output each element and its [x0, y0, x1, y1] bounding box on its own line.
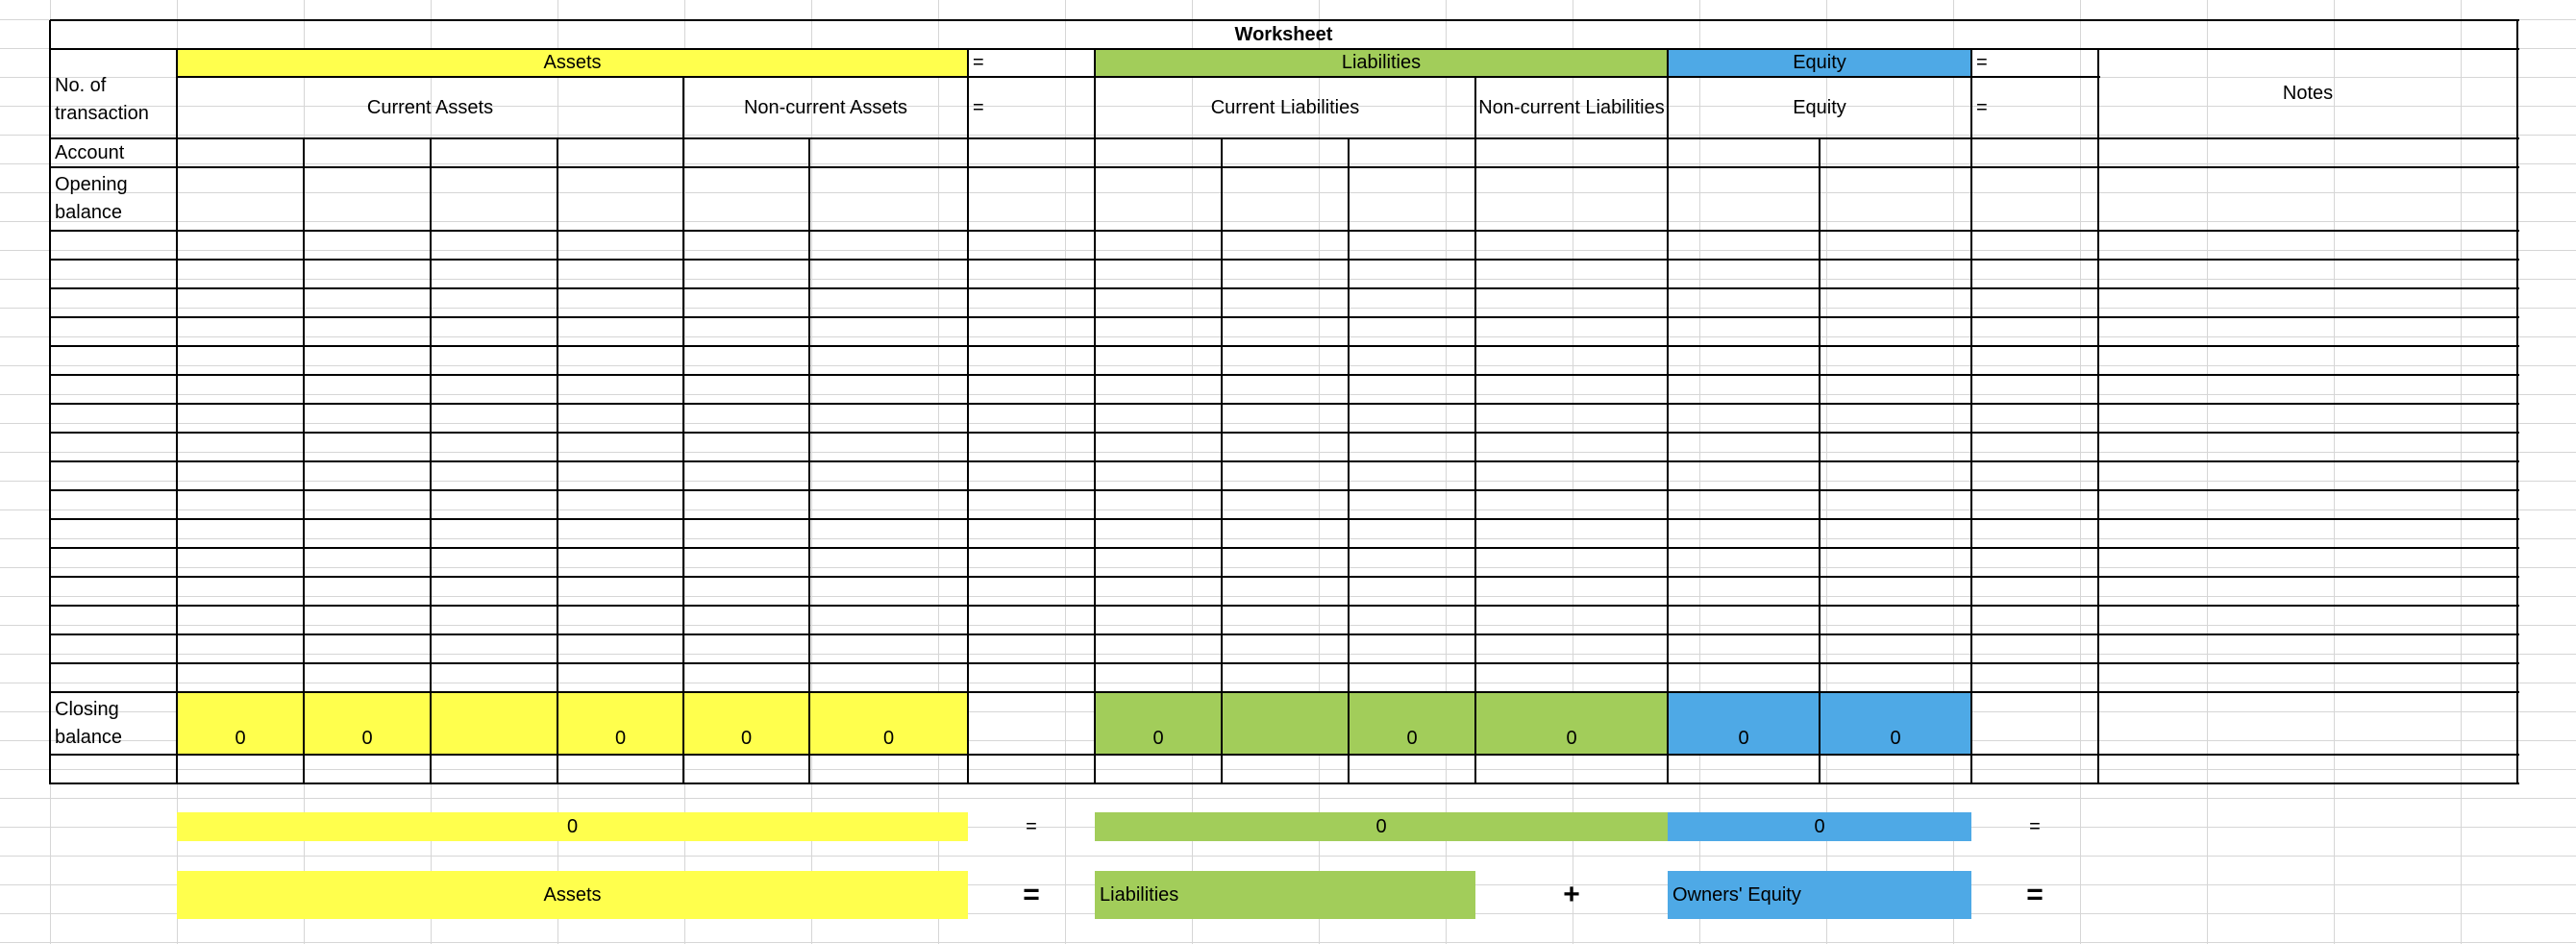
border-line — [50, 633, 2519, 635]
border-line — [967, 49, 969, 784]
closing-value-cell[interactable]: 0 — [1738, 728, 1749, 749]
border-line — [50, 403, 2519, 405]
border-line — [1474, 77, 1476, 784]
closing-value-cell[interactable]: 0 — [361, 728, 373, 749]
assets-legend[interactable]: Assets — [177, 871, 968, 919]
border-line — [50, 166, 2519, 168]
closing-value-cell[interactable] — [2098, 692, 2517, 755]
border-line — [50, 576, 2519, 578]
border-line — [176, 49, 178, 784]
non-current-assets-header[interactable]: Non-current Assets — [743, 96, 908, 118]
liabilities-legend[interactable]: Liabilities — [1095, 871, 1475, 919]
equity-header[interactable]: Equity — [1668, 49, 1971, 77]
account-row-label[interactable]: Account — [55, 141, 125, 163]
legend-equals[interactable]: = — [1023, 879, 1040, 911]
closing-balance-label[interactable]: Closing balance — [55, 698, 123, 748]
border-line — [50, 460, 2519, 462]
equity-subheader[interactable]: Equity — [1793, 96, 1846, 118]
border-line — [1348, 138, 1350, 784]
liabilities-total[interactable]: 0 — [1095, 812, 1668, 841]
closing-value-cell[interactable]: 0 — [235, 728, 246, 749]
assets-header[interactable]: Assets — [177, 49, 968, 77]
equals-header-2[interactable]: = — [1976, 52, 1988, 73]
border-line — [1819, 138, 1821, 784]
equals-subheader-2[interactable]: = — [1976, 96, 1988, 118]
assets-total[interactable]: 0 — [177, 812, 968, 841]
border-line — [430, 138, 432, 784]
border-line — [50, 691, 2519, 693]
current-liabilities-header[interactable]: Current Liabilities — [1210, 96, 1360, 118]
closing-value-cell[interactable]: 0 — [614, 728, 627, 749]
border-line — [50, 518, 2519, 520]
closing-value-cell[interactable]: 0 — [1890, 728, 1901, 749]
notes-header[interactable]: Notes — [2282, 83, 2334, 104]
legend-equals-2[interactable]: = — [2026, 879, 2043, 911]
closing-value-cell[interactable] — [1222, 692, 1349, 755]
border-line — [50, 345, 2519, 347]
legend-plus[interactable]: + — [1563, 879, 1580, 911]
border-line — [50, 783, 2519, 784]
no-of-transaction-header[interactable]: No. of transaction — [55, 74, 149, 124]
closing-value-cell[interactable] — [1971, 692, 2098, 755]
border-line — [50, 754, 2519, 756]
closing-value-cell[interactable]: 0 — [882, 728, 895, 749]
border-line — [50, 374, 2519, 376]
border-line — [177, 76, 2100, 78]
totals-equals-2[interactable]: = — [2029, 815, 2041, 837]
border-line — [1667, 49, 1669, 784]
equity-total[interactable]: 0 — [1668, 812, 1971, 841]
border-line — [557, 138, 558, 784]
border-line — [2516, 20, 2518, 784]
border-line — [50, 287, 2519, 289]
border-line — [50, 259, 2519, 261]
totals-equals-1[interactable]: = — [1026, 815, 1037, 837]
worksheet-title: Worksheet — [1234, 23, 1333, 45]
closing-value-cell[interactable]: 0 — [740, 728, 753, 749]
non-current-liabilities-header[interactable]: Non-current Liabilities — [1478, 96, 1665, 118]
border-line — [50, 48, 2519, 50]
current-assets-header[interactable]: Current Assets — [366, 96, 494, 118]
closing-value-cell[interactable]: 0 — [1406, 728, 1418, 749]
border-line — [50, 316, 2519, 318]
border-line — [1221, 138, 1223, 784]
border-line — [50, 230, 2519, 232]
closing-value-cell[interactable]: 0 — [1566, 728, 1577, 749]
closing-value-cell[interactable] — [968, 692, 1095, 755]
border-line — [50, 489, 2519, 491]
border-line — [50, 547, 2519, 549]
border-line — [50, 19, 2519, 21]
border-line — [50, 605, 2519, 607]
closing-value-cell[interactable]: 0 — [1152, 728, 1164, 749]
opening-balance-label[interactable]: Opening balance — [55, 174, 128, 223]
border-line — [2097, 49, 2099, 784]
equals-header-1[interactable]: = — [973, 52, 984, 73]
border-line — [808, 138, 810, 784]
closing-value-cell[interactable] — [431, 692, 557, 755]
border-line — [303, 138, 305, 784]
border-line — [50, 432, 2519, 434]
liabilities-header[interactable]: Liabilities — [1095, 49, 1668, 77]
border-line — [1094, 49, 1096, 784]
border-line — [50, 662, 2519, 664]
border-line — [50, 137, 2519, 139]
border-line — [682, 77, 684, 784]
border-line — [1970, 49, 1972, 784]
owners-equity-legend[interactable]: Owners' Equity — [1668, 871, 1971, 919]
equals-subheader-1[interactable]: = — [973, 96, 984, 118]
border-line — [49, 20, 51, 784]
